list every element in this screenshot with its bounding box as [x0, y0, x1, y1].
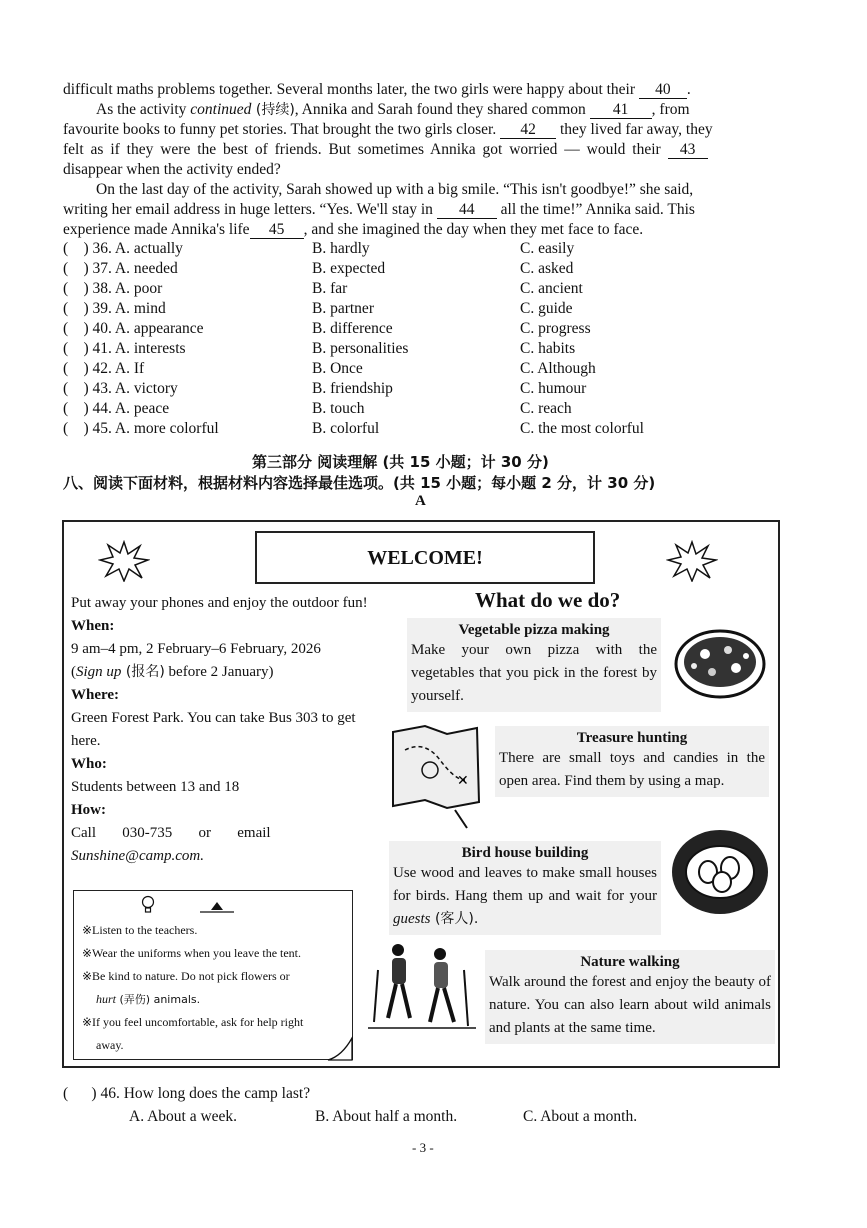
- activity-body: There are small toys and candies in the open area. Find them by using a map.: [499, 750, 765, 789]
- triangle-icon: [200, 900, 234, 914]
- option-b: B. hardly: [312, 240, 370, 257]
- pizza-icon: [670, 624, 770, 702]
- part-title: 第三部分 阅读理解 (共 15 小题；计 30 分): [252, 453, 549, 471]
- option-c: C. progress: [520, 320, 591, 337]
- section-instruction: 八、阅读下面材料，根据材料内容选择最佳选项。(共 15 小题；每小题 2 分，计 30 分): [63, 474, 656, 492]
- blank-41: 41: [590, 102, 652, 119]
- rule-item: ※If you feel uncomfortable, ask for help right: [82, 1015, 304, 1029]
- who-label: Who:: [71, 756, 107, 772]
- activity-title: Vegetable pizza making: [458, 622, 610, 638]
- rule-item: away.: [96, 1038, 124, 1052]
- where-value: Green Forest Park. You can take Bus 303 to get here.: [71, 710, 356, 749]
- option-b: B. friendship: [312, 380, 393, 397]
- cloze-line-1: difficult maths problems together. Several months later, the two girls were happy about their 40 .: [63, 81, 691, 98]
- answer-paren[interactable]: (: [63, 320, 69, 337]
- when-label: When:: [71, 618, 115, 634]
- q46-option-c: C. About a month.: [523, 1108, 638, 1125]
- answer-paren[interactable]: (: [63, 260, 69, 277]
- svg-text:✕: ✕: [457, 773, 469, 789]
- option-a: ) 42. A. If: [68, 360, 145, 377]
- treasure-map-icon: [385, 720, 485, 830]
- when-value: 9 am–4 pm, 2 February–6 February, 2026: [71, 641, 321, 657]
- activity-body: Make your own pizza with the vegetables that you pick in the forest by yourself.: [411, 642, 657, 704]
- page-number: - 3 -: [412, 1140, 434, 1155]
- option-a: ) 40. A. appearance: [68, 320, 204, 337]
- signup-text: (Sign up (报名) before 2 January): [71, 664, 274, 680]
- intro-text: Put away your phones and enjoy the outdoor fun!: [71, 595, 368, 611]
- activity-body: Walk around the forest and enjoy the beauty of nature. You can also learn about wild animals and plants at the same time.: [489, 974, 771, 1036]
- blank-40: 40: [639, 82, 687, 99]
- blank-43: 43: [668, 142, 708, 159]
- cloze-line-2: As the activity continued (持续), Annika and Sarah found they shared common 41 , from: [96, 101, 690, 118]
- activity-nature-walk: [485, 950, 775, 1044]
- answer-paren[interactable]: (: [63, 300, 69, 317]
- rule-item: hurt (弄伤) animals.: [96, 992, 201, 1006]
- answer-paren[interactable]: (: [63, 360, 69, 377]
- activity-title: Bird house building: [461, 845, 589, 861]
- activities-title: What do we do?: [475, 588, 621, 612]
- cloze-line-8: experience made Annika's life 45 , and she imagined the day when they met face to face.: [63, 221, 644, 238]
- answer-paren[interactable]: (: [63, 420, 69, 437]
- answer-paren[interactable]: (: [63, 380, 69, 397]
- how-value: Call 030-735 or email: [71, 825, 271, 841]
- rule-item: ※Be kind to nature. Do not pick flowers or: [82, 969, 290, 983]
- option-b: B. Once: [312, 360, 363, 377]
- option-a: ) 39. A. mind: [68, 300, 166, 317]
- option-a: ) 44. A. peace: [68, 400, 170, 417]
- option-a: ) 38. A. poor: [68, 280, 163, 297]
- answer-paren[interactable]: (: [63, 340, 69, 357]
- option-b: B. far: [312, 280, 348, 297]
- answer-paren[interactable]: (: [63, 280, 69, 297]
- q46-option-b: B. About half a month.: [315, 1108, 458, 1125]
- option-c: C. asked: [520, 260, 574, 277]
- how-label: How:: [71, 802, 106, 818]
- starburst-icon: [666, 540, 718, 582]
- contact-email: Sunshine@camp.com.: [71, 848, 204, 864]
- option-c: C. Although: [520, 360, 596, 377]
- option-a: ) 36. A. actually: [68, 240, 183, 257]
- activity-pizza: [407, 618, 661, 712]
- lightbulb-icon: [140, 895, 156, 915]
- option-c: C. the most colorful: [520, 420, 644, 437]
- hikers-icon: [368, 940, 476, 1032]
- activity-body: Use wood and leaves to make small houses for birds. Hang them up and wait for your guests (客人).: [393, 865, 657, 927]
- page-curl-icon: [326, 1036, 354, 1062]
- activity-title: Nature walking: [580, 954, 680, 970]
- option-b: B. colorful: [312, 420, 380, 437]
- option-b: B. difference: [312, 320, 393, 337]
- bird-nest-icon: [668, 822, 772, 918]
- option-a: ) 43. A. victory: [68, 380, 178, 397]
- option-a: ) 41. A. interests: [68, 340, 186, 357]
- rule-item: ※Wear the uniforms when you leave the tent.: [82, 946, 302, 960]
- rule-item: ※Listen to the teachers.: [82, 923, 198, 937]
- cloze-line-5: disappear when the activity ended?: [63, 161, 281, 178]
- poster-info: [71, 592, 374, 868]
- option-c: C. humour: [520, 380, 587, 397]
- cloze-line-4: felt as if they were the best of friends. But sometimes Annika got worried — would their 43: [63, 140, 708, 160]
- option-a: ) 45. A. more colorful: [68, 420, 219, 437]
- option-b: B. partner: [312, 300, 374, 317]
- option-b: B. expected: [312, 260, 386, 277]
- activity-birdhouse: [389, 841, 661, 935]
- q46-option-a: A. About a week.: [129, 1108, 238, 1125]
- blank-44: 44: [437, 202, 497, 219]
- option-c: C. guide: [520, 300, 573, 317]
- option-c: C. ancient: [520, 280, 583, 297]
- answer-paren[interactable]: (: [63, 240, 69, 257]
- blank-42: 42: [500, 122, 556, 139]
- blank-45: 45: [250, 222, 304, 239]
- option-a: ) 37. A. needed: [68, 260, 178, 277]
- option-c: C. reach: [520, 400, 572, 417]
- cloze-line-3: favourite books to funny pet stories. That brought the two girls closer. 42 they lived far away, they: [63, 121, 713, 138]
- rules-note: [73, 890, 353, 1060]
- option-b: B. touch: [312, 400, 365, 417]
- activity-treasure: [495, 726, 769, 797]
- answer-paren[interactable]: (: [63, 400, 69, 417]
- who-value: Students between 13 and 18: [71, 779, 240, 795]
- question-46-stem: ( ) 46. How long does the camp last?: [63, 1085, 311, 1102]
- activity-title: Treasure hunting: [576, 730, 688, 746]
- option-c: C. easily: [520, 240, 575, 257]
- starburst-icon: [98, 540, 150, 582]
- option-c: C. habits: [520, 340, 576, 357]
- option-b: B. personalities: [312, 340, 409, 357]
- welcome-banner: WELCOME!: [255, 531, 595, 584]
- where-label: Where:: [71, 687, 120, 703]
- cloze-line-6: On the last day of the activity, Sarah showed up with a big smile. “This isn't goodbye!” she said,: [96, 181, 694, 198]
- passage-letter: A: [415, 493, 426, 509]
- cloze-line-7: writing her email address in huge letters. “Yes. We'll stay in 44 all the time!” Annika said. This: [63, 201, 695, 218]
